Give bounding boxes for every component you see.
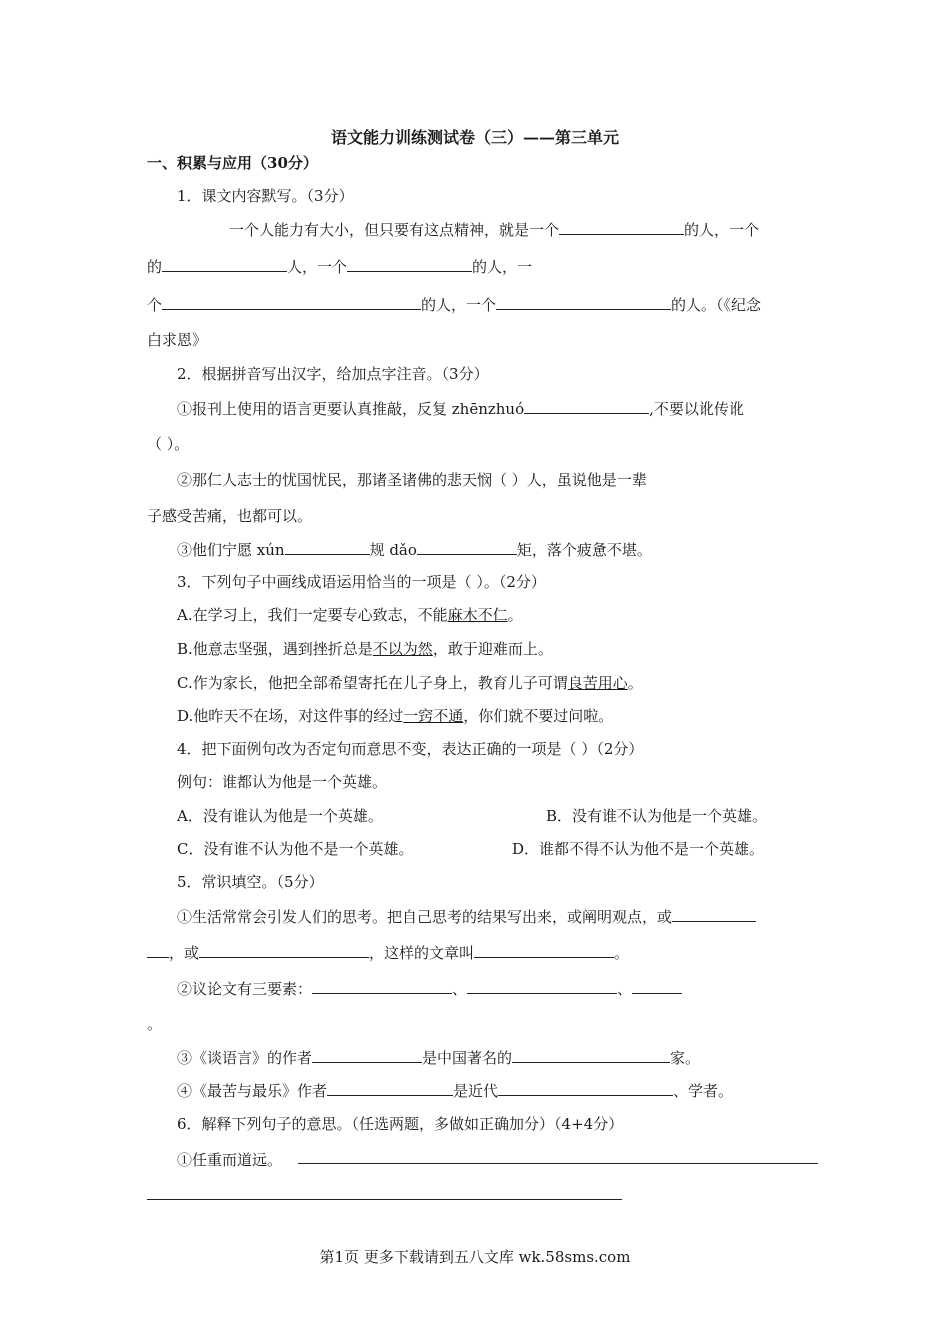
text: ,不要以讹传讹: [649, 400, 744, 418]
text: ④《最苦与最乐》作者: [177, 1082, 328, 1100]
question-6-item-1: ①任重而道远。: [177, 1151, 283, 1169]
page-footer: 第1页 更多下载请到五八文库 wk.58sms.com: [319, 1248, 631, 1266]
option-b: [177, 639, 553, 659]
text: 的人，一个: [421, 296, 497, 314]
question-5-heading: 5．常识填空。（5分）: [177, 873, 324, 891]
question-5-item-2: [177, 978, 682, 999]
option-d: D．谁都不得不认为他不是一个英雄。: [512, 840, 765, 858]
question-2-item-2: ②那仁人志士的忧国忧民，那诸圣诸佛的悲天悯（ ）人，虽说他是一辈: [177, 471, 647, 489]
question-4-example: 例句：谁都认为他是一个英雄。: [177, 773, 388, 791]
underlined-idiom: 良苦用心: [567, 674, 628, 692]
text: ②议论文有三要素：: [177, 980, 313, 998]
question-4-heading: 4．把下面例句改为否定句而意思不变，表达正确的一项是（ ）（2分）: [177, 740, 644, 758]
text: 规 dǎo: [369, 541, 417, 559]
question-2-item-1: [177, 398, 744, 419]
text: ，敢于迎难而上。: [432, 640, 553, 658]
question-1-line-1: [229, 219, 759, 240]
text: ，这样的文章叫: [369, 944, 475, 962]
option-c: [177, 673, 643, 693]
question-1-line-3: [147, 294, 761, 315]
underlined-idiom: 不以为然: [372, 640, 433, 658]
text: D.他昨天不在场，对这件事的经过: [177, 707, 404, 725]
option-a: A．没有谁认为他是一个英雄。: [177, 807, 383, 825]
answer-blank[interactable]: [312, 1047, 422, 1063]
answer-blank[interactable]: [559, 219, 684, 235]
text: 一个人能力有大小，但只要有这点精神，就是一个: [229, 221, 560, 239]
question-2-item-2-cont: 子感受苦痛，也都可以。: [147, 507, 313, 525]
answer-blank[interactable]: [199, 942, 369, 958]
answer-blank[interactable]: [285, 539, 370, 555]
question-5-item-2-cont: 。: [147, 1015, 163, 1033]
question-5-item-3: [177, 1047, 700, 1068]
question-2-item-3: [177, 539, 652, 560]
question-5-item-1-cont: [147, 942, 629, 963]
text: 、: [617, 980, 633, 998]
text: ③他们宁愿 xún: [177, 541, 285, 559]
option-d: [177, 706, 613, 726]
text: 的人，一: [472, 258, 533, 276]
question-1-heading: 1．课文内容默写。（3分）: [177, 187, 354, 205]
question-2-item-1-cont: （ ）。: [147, 435, 190, 453]
question-6-heading: 6．解释下列句子的意思。（任选两题，多做如正确加分）（4+4分）: [177, 1115, 624, 1133]
text: ①生活常常会引发人们的思考。把自己思考的结果写出来，或阐明观点，或: [177, 908, 673, 926]
text: A.在学习上，我们一定要专心致志，不能: [177, 606, 448, 624]
answer-blank[interactable]: [672, 906, 756, 922]
text: 、学者。: [673, 1082, 734, 1100]
answer-blank[interactable]: [147, 942, 169, 958]
answer-blank[interactable]: [347, 256, 472, 272]
option-c: C．没有谁不认为他不是一个英雄。: [177, 840, 414, 858]
text: 。: [614, 944, 630, 962]
section-heading: 一、积累与应用（30分）: [147, 154, 318, 172]
text: 的人。（《纪念: [671, 296, 762, 314]
answer-blank[interactable]: [474, 942, 614, 958]
text: 的: [147, 258, 163, 276]
text: ，或: [169, 944, 200, 962]
option-b: B．没有谁不认为他是一个英雄。: [546, 807, 768, 825]
question-2-heading: 2．根据拼音写出汉字，给加点字注音。（3分）: [177, 365, 489, 383]
answer-blank[interactable]: [467, 978, 617, 994]
answer-blank[interactable]: [498, 1080, 673, 1096]
question-1-line-4: 白求恩》: [147, 331, 208, 349]
question-5-item-1: [177, 906, 756, 927]
text: B.他意志坚强，遇到挫折总是: [177, 640, 373, 658]
text: 人，一个: [287, 258, 348, 276]
answer-blank[interactable]: [524, 398, 649, 414]
underlined-idiom: 麻木不仁: [447, 606, 508, 624]
text: 的人，一个: [684, 221, 760, 239]
answer-blank[interactable]: [632, 978, 682, 994]
text: ，你们就不要过问啦。: [463, 707, 614, 725]
text: 家。: [670, 1049, 701, 1067]
text: 、: [452, 980, 468, 998]
answer-blank[interactable]: [162, 294, 421, 310]
text: C.作为家长，他把全部希望寄托在儿子身上，教育儿子可谓: [177, 674, 568, 692]
page-title: 语文能力训练测试卷（三）——第三单元: [330, 128, 619, 147]
text: 。: [627, 674, 643, 692]
answer-blank[interactable]: [162, 256, 287, 272]
question-1-line-2: [147, 256, 532, 277]
text: ①报刊上使用的语言更要认真推敲，反复 zhēnzhuó: [177, 400, 525, 418]
answer-blank[interactable]: [327, 1080, 453, 1096]
question-5-item-4: [177, 1080, 733, 1101]
text: 矩，落个疲惫不堪。: [516, 541, 652, 559]
answer-line[interactable]: [298, 1163, 818, 1164]
question-3-heading: 3．下列句子中画线成语运用恰当的一项是（ ）。（2分）: [177, 573, 546, 591]
text: 是中国著名的: [422, 1049, 513, 1067]
answer-blank[interactable]: [417, 539, 517, 555]
answer-blank[interactable]: [512, 1047, 670, 1063]
option-a: [177, 605, 523, 625]
text: 是近代: [453, 1082, 499, 1100]
text: 。: [507, 606, 523, 624]
text: ③《谈语言》的作者: [177, 1049, 313, 1067]
answer-blank[interactable]: [496, 294, 671, 310]
underlined-idiom: 一窍不通: [403, 707, 464, 725]
answer-blank[interactable]: [312, 978, 452, 994]
text: 个: [147, 296, 163, 314]
answer-line[interactable]: [147, 1199, 622, 1200]
